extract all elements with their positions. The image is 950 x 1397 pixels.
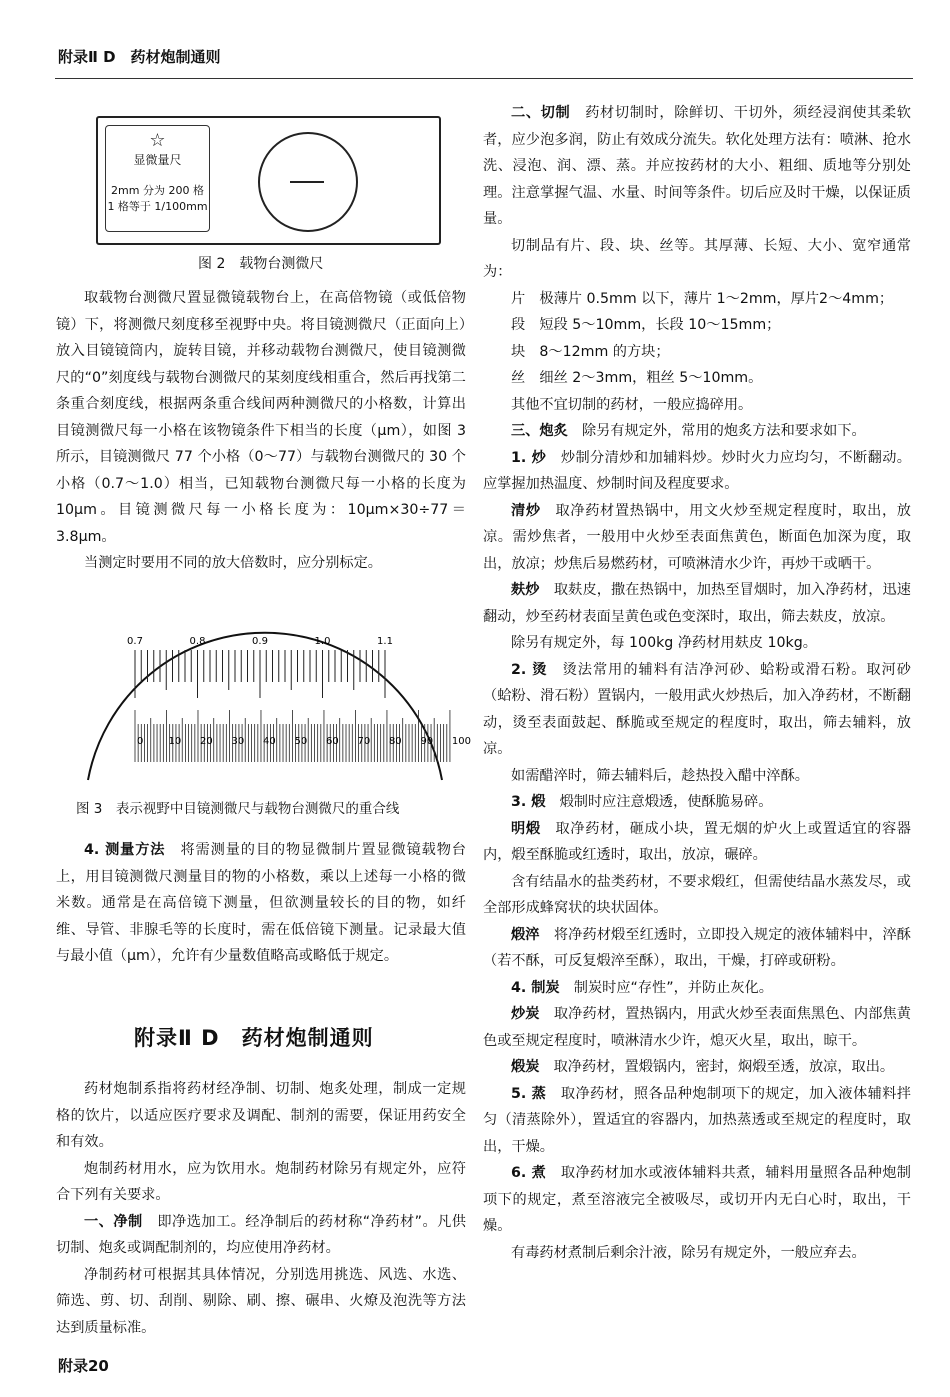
slide-label-title: 显微量尺	[133, 153, 182, 167]
ocular-scale-label: 70	[357, 736, 371, 747]
micrometer-circle	[258, 132, 358, 232]
right-column	[483, 100, 911, 1266]
stage-scale-label: 0.7	[127, 636, 143, 647]
stage-scale-label: 1.0	[314, 636, 331, 647]
section-text: 取净药材，置热锅内，用武火炒至表面焦黑色、内部焦黄色或至规定程度时，喷淋清水少许，熄灭火星，取出，晾干。	[483, 1006, 911, 1049]
figure3-overlay-diagram	[80, 590, 472, 790]
slide-label-line2: 1 格等于 1/100mm	[107, 200, 208, 213]
section-heading: 1. 炒	[511, 449, 547, 466]
section-heading: 4. 测量方法	[84, 842, 166, 858]
ocular-scale-label: 20	[199, 736, 213, 747]
page-number: 附录20	[58, 1357, 109, 1375]
stage-scale-label: 1.1	[377, 636, 393, 647]
paragraph: 药材炮制系指将药材经净制、切制、炮炙处理，制成一定规格的饮片，以适应医疗要求及调配、制剂的需要，保证用药安全和有效。	[56, 1081, 466, 1150]
measurement-method	[56, 837, 466, 970]
header-rule	[55, 78, 913, 79]
figure3-caption: 图 3 表示视野中目镜测微尺与载物台测微尺的重合线	[76, 801, 400, 817]
ocular-scale-label: 90	[420, 736, 434, 747]
section-text: 取净药材，砸成小块，置无烟的炉火上或置适宜的容器内，煅至酥脆或红透时，取出，放凉，碾碎。	[483, 820, 911, 863]
paragraph: 其他不宜切制的药材，一般应捣碎用。	[511, 396, 753, 413]
spec-line: 段 短段 5～10mm，长段 10～15mm；	[511, 317, 781, 333]
paragraph: 当测定时要用不同的放大倍数时，应分别标定。	[84, 555, 382, 571]
section-text: 取净药材置热锅中，用文火炒至规定程度时，取出，放凉。需炒焦者，一般用中火炒至表面焦黄色，断面色加深为度，取出，放凉；炒焦后易燃药材，可喷淋清水少许，再炒干或晒干。	[483, 502, 911, 572]
ocular-scale-label: 80	[388, 736, 402, 747]
figure2-caption: 图 2 载物台测微尺	[198, 256, 324, 272]
section-text: 烫法常用的辅料有洁净河砂、蛤粉或滑石粉。取河砂（蛤粉、滑石粉）置锅内，一般用武火炒热后，加入净药材，不断翻动，烫至表面鼓起、酥脆或至规定的程度时，取出，筛去辅料，放凉。	[483, 661, 911, 757]
section-heading: 5. 蒸	[511, 1085, 547, 1102]
calibration-text	[56, 285, 466, 577]
section-text: 取麸皮，撒在热锅中，加热至冒烟时，加入净药材，迅速翻动，炒至药材表面呈黄色或色变深时，取出，筛去麸皮，放凉。	[483, 582, 911, 625]
section-heading: 二、切制	[511, 105, 571, 121]
paragraph: 除另有规定外，每 100kg 净药材用麸皮 10kg。	[511, 635, 817, 651]
section-text: 将需测量的目的物显微制片置显微镜载物台上，用目镜测微尺测量目的物的小格数，乘以上述每一小格的微米数。通常是在高倍镜下测量，但欲测量较长的目的物，如纤维、导管、非腺毛等的长度时，需在低倍镜下测量。记录最大值与最小值（μm），允许有少量数值略高或略低于规定。	[56, 842, 466, 964]
section-heading: 6. 煮	[511, 1165, 547, 1181]
ocular-scale-label: 0	[137, 736, 144, 747]
section-heading: 明煅	[511, 820, 541, 837]
ocular-scale-label: 10	[168, 736, 182, 747]
section-text: 即净选加工。经净制后的药材称“净药材”。凡供切制、炮炙或调配制剂的，均应使用净药材。	[56, 1213, 466, 1256]
section-text: 将净药材煅至红透时，立即投入规定的液体辅料中，淬酥（若不酥，可反复煅淬至酥），取出，干燥，打碎或研粉。	[483, 926, 911, 969]
stage-micrometer-slide	[96, 116, 441, 245]
running-header: 附录Ⅱ D 药材炮制通则	[58, 48, 221, 66]
section-text: 取净药材，照各品种炮制项下的规定，加入液体辅料拌匀（清蒸除外），置适宜的容器内，加热蒸透或至规定的程度时，取出，干燥。	[483, 1085, 911, 1155]
section-text: 药材切制时，除鲜切、干切外，须经浸润使其柔软者，应少泡多润，防止有效成分流失。软化处理方法有：喷淋、抢水洗、浸泡、润、漂、蒸。并应按药材的大小、粗细、质地等分别处理。注意掌握气温、水量、时间等条件。切后应及时干燥，以保证质量。	[483, 105, 911, 227]
section-heading: 2. 烫	[511, 661, 548, 678]
paragraph: 含有结晶水的盐类药材，不要求煅红，但需使结晶水蒸发尽，或全部形成蜂窝状的块状固体。	[483, 873, 911, 916]
section-heading: 炒炭	[511, 1006, 540, 1022]
section-heading: 麸炒	[511, 582, 540, 598]
spec-line: 片 极薄片 0.5mm 以下，薄片 1～2mm，厚片2～4mm；	[511, 290, 894, 307]
section-text: 制炭时应“存性”，并防止灰化。	[559, 979, 773, 996]
slide-label	[105, 125, 210, 232]
section-heading: 清炒	[511, 502, 541, 519]
section-heading: 4. 制炭	[511, 979, 560, 996]
ocular-scale-label: 60	[325, 736, 339, 747]
paragraph: 取载物台测微尺置显微镜载物台上，在高倍物镜（或低倍物镜）下，将测微尺刻度移至视野中央。将目镜测微尺（正面向上）放入目镜镜筒内，旋转目镜，并移动载物台测微尺，使目镜测微尺的“0”刻度线与载物台测微尺的某刻度线相重合，然后再找第二条重合刻度线，根据两条重合线间两种测微尺的小格数，计算出目镜测微尺每一小格在该物镜条件下相当的长度（μm），如图 3 所示，目镜测微尺 77 个小格（0～77）与载物台测微尺的 30 个小格（0.7～1.0）相当，已知载物台测微尺每一小格的长度为 10μm。目镜测微尺每一小格长度为：10μm×30÷77＝3.8μm。	[56, 290, 466, 545]
star-icon: ☆	[149, 130, 166, 151]
paragraph: 有毒药材煮制后剩余汁液，除另有规定外，一般应弃去。	[511, 1244, 866, 1261]
ocular-scale-label: 30	[231, 736, 245, 747]
stage-scale-label: 0.9	[252, 636, 268, 647]
section-heading: 煅炭	[511, 1059, 540, 1075]
stage-scale-label: 0.8	[189, 636, 206, 647]
appendix-intro	[56, 1076, 466, 1341]
micrometer-scale-line	[290, 181, 324, 183]
spec-line: 块 8～12mm 的方块；	[511, 343, 670, 360]
paragraph: 净制药材可根据其具体情况，分别选用挑选、风选、水选、筛选、剪、切、刮削、剔除、刷、擦、碾串、火燎及泡洗等方法达到质量标准。	[56, 1266, 466, 1336]
ocular-scale-label: 50	[294, 736, 308, 747]
slide-label-line1: 2mm 分为 200 格	[111, 184, 204, 197]
paragraph: 如需醋淬时，筛去辅料后，趁热投入醋中淬酥。	[511, 767, 809, 784]
section-heading: 三、炮炙	[511, 423, 568, 439]
section-text: 煅制时应注意煅透，使酥脆易碎。	[545, 794, 773, 810]
paragraph: 切制品有片、段、块、丝等。其厚薄、长短、大小、宽窄通常为：	[483, 237, 911, 280]
section-heading: 3. 煅	[511, 794, 546, 810]
section-text: 除另有规定外，常用的炮炙方法和要求如下。	[567, 423, 866, 439]
section-text: 取净药材，置煅锅内，密封，焖煅至透，放凉，取出。	[539, 1059, 895, 1075]
section-text: 炒制分清炒和加辅料炒。炒时火力应均匀，不断翻动。应掌握加热温度、炒制时间及程度要求。	[483, 449, 911, 492]
appendix-title: 附录Ⅱ D 药材炮制通则	[134, 1026, 374, 1050]
paragraph: 炮制药材用水，应为饮用水。炮制药材除另有规定外，应符合下列有关要求。	[56, 1160, 466, 1203]
section-heading: 煅淬	[511, 926, 540, 943]
ocular-scale-label: 100	[451, 736, 472, 747]
spec-line: 丝 细丝 2～3mm，粗丝 5～10mm。	[511, 370, 763, 386]
section-heading: 一、净制	[84, 1213, 143, 1230]
ocular-scale-label: 40	[262, 736, 276, 747]
section-text: 取净药材加水或液体辅料共煮，辅料用量照各品种炮制项下的规定，煮至溶液完全被吸尽，或切开内无白心时，取出，干燥。	[483, 1165, 911, 1234]
